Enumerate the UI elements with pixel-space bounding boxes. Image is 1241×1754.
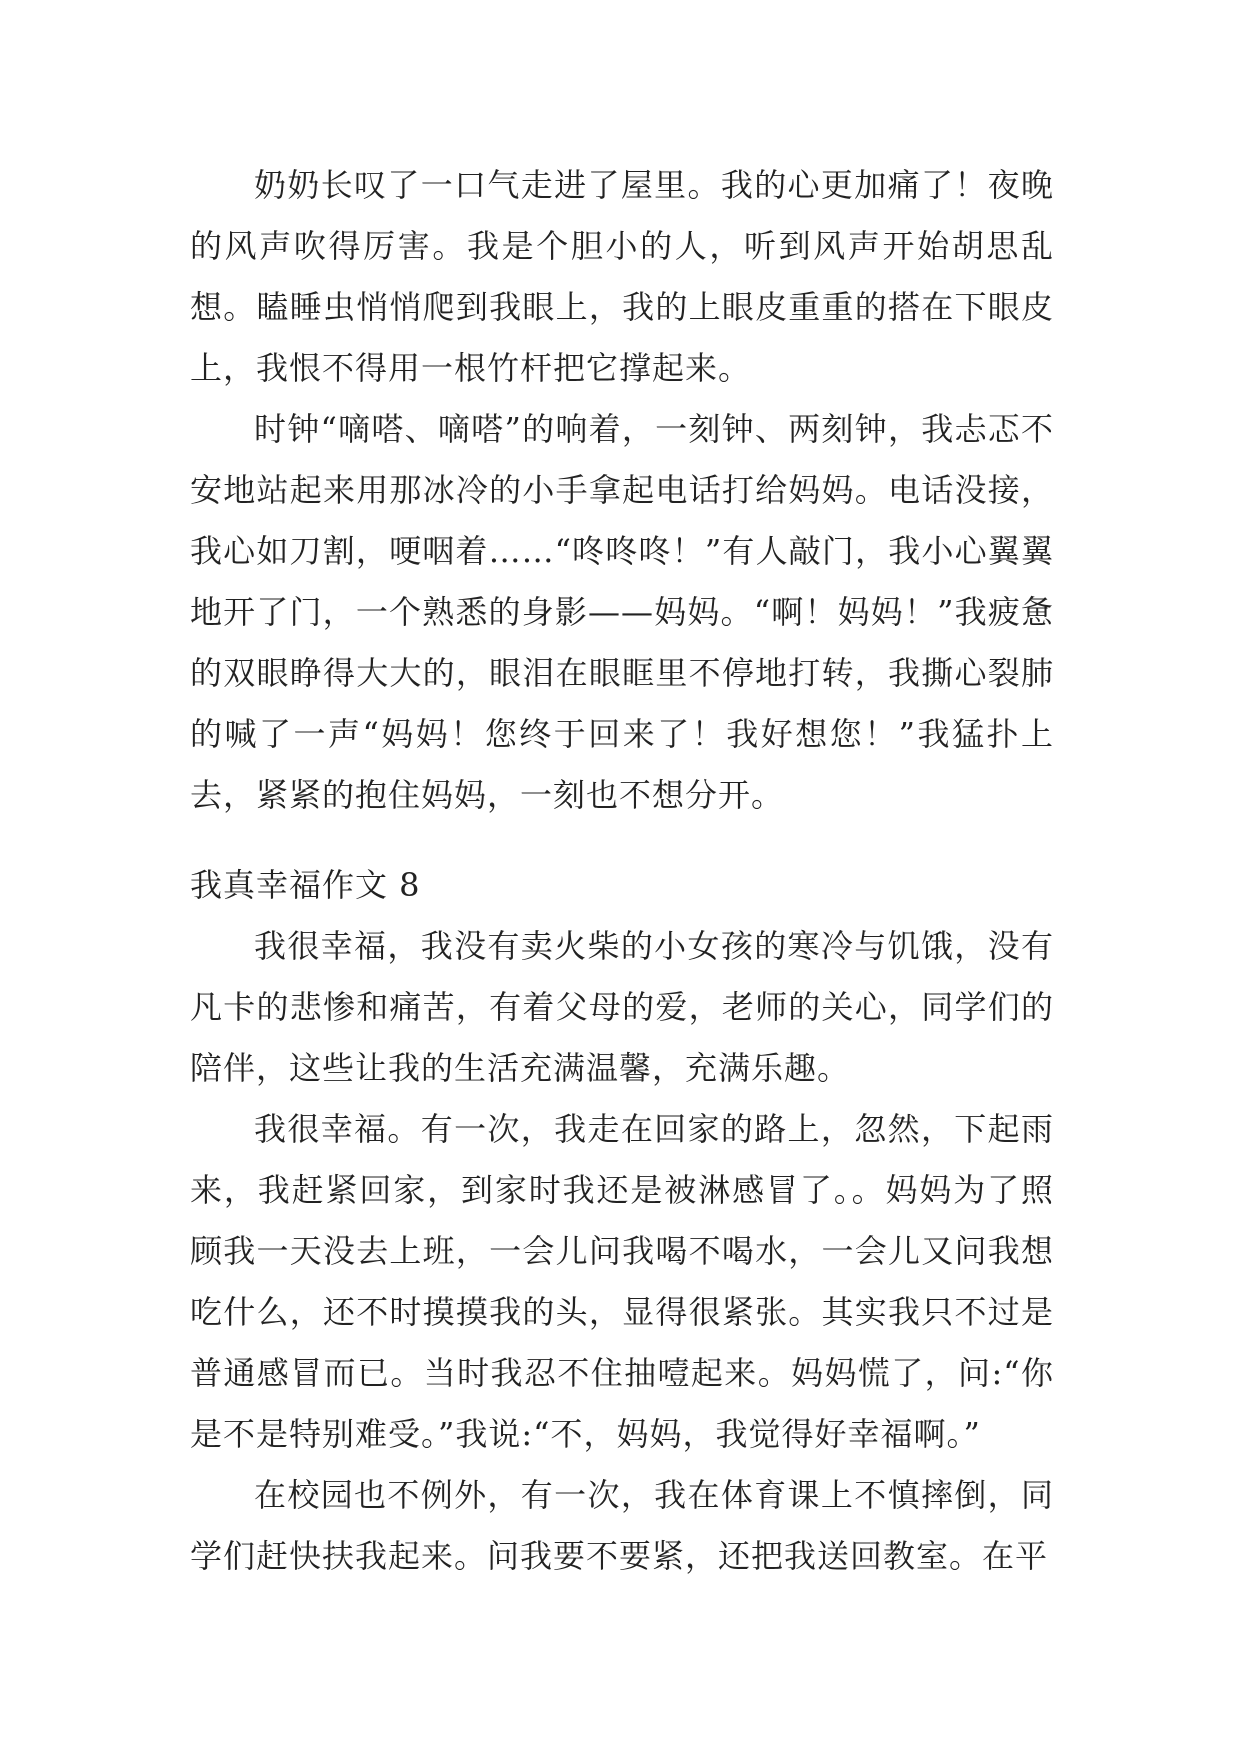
essay-8-body bbox=[190, 916, 1054, 1587]
paragraph: 时钟“嘀嗒、嘀嗒”的响着，一刻钟、两刻钟，我忐忑不安地站起来用那冰冷的小手拿起电话打给妈妈。电话没接，我心如刀割，哽咽着……“咚咚咚！”有人敲门，我小心翼翼地开了门，一个熟悉的身影——妈妈。“啊！妈妈！”我疲惫的双眼睁得大大的，眼泪在眼眶里不停地打转，我撕心裂肺的喊了一声“妈妈！您终于回来了！我好想您！”我猛扑上去，紧紧的抱住妈妈，一刻也不想分开。 bbox=[190, 410, 1054, 814]
essay-title: 我真幸福作文 8 bbox=[190, 866, 421, 904]
paragraph: 在校园也不例外，有一次，我在体育课上不慎摔倒，同学们赶快扶我起来。问我要不要紧，还把我送回教室。在平 bbox=[190, 1476, 1054, 1575]
paragraph: 我很幸福，我没有卖火柴的小女孩的寒冷与饥饿，没有凡卡的悲惨和痛苦，有着父母的爱，老师的关心，同学们的陪伴，这些让我的生活充满温馨，充满乐趣。 bbox=[190, 927, 1054, 1087]
paragraph: 奶奶长叹了一口气走进了屋里。我的心更加痛了！夜晚的风声吹得厉害。我是个胆小的人，听到风声开始胡思乱想。瞌睡虫悄悄爬到我眼上，我的上眼皮重重的搭在下眼皮上，我恨不得用一根竹杆把它撑起来。 bbox=[190, 166, 1054, 387]
essay-continued-body bbox=[190, 155, 1054, 826]
paragraph: 我很幸福。有一次，我走在回家的路上，忽然，下起雨来，我赶紧回家，到家时我还是被淋感冒了。。妈妈为了照顾我一天没去上班，一会儿问我喝不喝水，一会儿又问我想吃什么，还不时摸摸我的头，显得很紧张。其实我只不过是普通感冒而已。当时我忍不住抽噎起来。妈妈慌了，问:“你是不是特别难受。”我说:“不，妈妈，我觉得好幸福啊。” bbox=[190, 1110, 1054, 1453]
